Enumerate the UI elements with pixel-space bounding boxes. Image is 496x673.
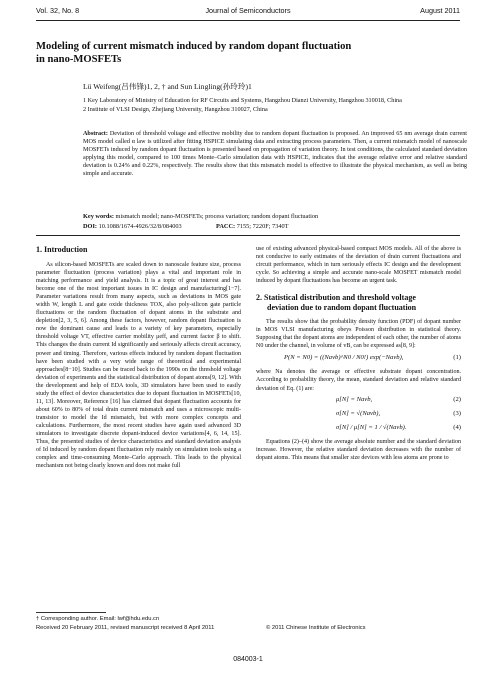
page-number: 084003-1 xyxy=(233,656,263,663)
footnote-rule xyxy=(36,612,106,613)
abstract-text: Deviation of threshold voltage and effective mobility due to random dopant fluctuation is proposed. An improved 65 nm average drain current MOS model called α law is utilized after fitting HSPICE simulating data and extracting process parameters. Then, a current mismatch model of nanoscale MOSFETs induced by random dopant fluctuation is presented based on propagation of variation theory. In test conditions, the calculated standard deviation applying this model, compared to 100 times Monte–Carlo simulation data with HSPICE, indicates that the average relative error and relative standard deviation is 0.24% and 0.22%, respectively. The results show that this mismatch model is effective to illustrate the physical mechanism, as well as being simple and accurate. xyxy=(83,131,467,178)
pacc-label: PACC: xyxy=(216,223,236,230)
equation-1: P(N = N0) = ((Navb)^N0 / N0!) exp(−Navb), (1) xyxy=(284,354,461,362)
corresponding-author: † Corresponding author. Email: lwf@hdu.edu.cn xyxy=(36,616,160,622)
right-paragraph-1: use of existing advanced physical-based compact MOS models. All of the above is not conducive to early estimates of the deviation of drain current fluctuations and circuit performance, which in turn seriously effects IC design and the development cycle. So achieving a simple and accurate nano-scale MOSFET mismatch model induced by dopant fluctuations has become an urgent task. xyxy=(256,246,461,285)
header-rule xyxy=(36,20,460,21)
right-paragraph-2: The results show that the probability density function (PDF) of dopant number in MOS VLSI manufacturing obeys Poisson distribution in statistical theory. Supposing that the dopant atoms are independent of each other, the number of atoms N0 under the channel, in volume of vB, can be expressed as[8, 9]: xyxy=(256,319,461,350)
doi-label: DOI: xyxy=(83,223,97,230)
copyright: © 2011 Chinese Institute of Electronics xyxy=(266,625,366,631)
left-column xyxy=(36,245,241,470)
section-1-heading: 1. Introduction xyxy=(36,245,88,254)
affiliation-2: 2 Institute of VLSI Design, Zhejiang University, Hangzhou 310027, China xyxy=(83,106,268,113)
abstract-label: Abstract: xyxy=(83,131,108,137)
section-rule xyxy=(36,235,460,236)
doi-line xyxy=(83,223,289,230)
equation-3: σ[N] = √(Navb), (3) xyxy=(336,409,461,417)
right-paragraph-4: Equations (2)–(4) show the average absolute number and the standard deviation increase. However, the relative standard deviation decreases with the number of dopant atoms. This means that smaller size devices with less atoms are prone to xyxy=(256,438,461,461)
keywords xyxy=(83,213,318,220)
paper-title xyxy=(36,41,466,66)
equation-2: μ[N] = Navb, (2) xyxy=(336,395,461,403)
section-2-heading-line-1: 2. Statistical distribution and threshold voltage xyxy=(256,293,416,303)
abstract xyxy=(83,130,467,179)
issue-date: August 2011 xyxy=(420,6,460,15)
affiliation-1: 1 Key Laboratory of Ministry of Education for RF Circuits and Systems, Hangzhou Dianzi University, Hangzhou 310018, China xyxy=(83,97,402,104)
volume-info: Vol. 32, No. 8 xyxy=(36,6,80,15)
keywords-text: mismatch model; nano-MOSFETs; process variation; random dopant fluctuation xyxy=(115,213,319,220)
running-header xyxy=(36,6,460,17)
title-line-1: Modeling of current mismatch induced by random dopant fluctuation xyxy=(36,41,352,52)
authors: Lü Weifeng(吕伟锋)1, 2, † and Sun Lingling(孙玲玲)1 xyxy=(83,82,252,91)
right-column xyxy=(256,245,461,462)
right-paragraph-3: where Na denotes the average or effective substrate dopant concentration. According to probability theory, the mean, standard deviation and relative standard deviation of Eq. (1) are: xyxy=(256,369,461,392)
received-line xyxy=(36,625,460,631)
journal-name: Journal of Semiconductors xyxy=(205,6,291,15)
received-dates: Received 20 February 2011, revised manuscript received 8 April 2011 xyxy=(36,625,215,631)
equation-4: σ[N] / μ[N] = 1 / √(Navb). (4) xyxy=(336,423,461,431)
doi-value: 10.1088/1674-4926/32/8/084003 xyxy=(98,223,182,230)
section-2-heading-line-2: deviation due to random dopant fluctuation xyxy=(267,303,417,313)
keywords-label: Key words: xyxy=(83,213,114,220)
intro-paragraph: As silicon-based MOSFETs are scaled down to nanoscale feature size, process parameter fluctuation (process variation) plays a vital and important role in matching performance and yield analysis. It is a topic of great interest and has become one of the most important issues in IC design and manufacturing[1−7]. Parameter variations result from many aspects, such as deviations in MOS gate width W, length L and gate oxide thickness TOX, also poly-silicon gate particle fluctuations or the random fluctuation of dopant atoms in the substrate and depletion[2, 3, 5, 6]. Among these factors, however, random dopant fluctuation is now the dominant cause and leads to a variety of key parameters, especially threshold voltage VT, effective carrier mobility μeff, and current factor β to shift. This changes the drain current Id significantly and seriously affects circuit accuracy, power and timing. Therefore, various effects induced by random dopant fluctuation have been studied with a very wide range of theoretical and experimental approaches[8−10]. Studies can be traced back to the 1990s on the threshold voltage deviation of experiments and the statistical distribution of dopant atoms[9, 12]. With the development and help of EDA tools, 3D simulators have been used to easily study the effect of device characteristics due to dopant fluctuation in MOSFETs[10, 11, 13]. Moreover, Reference [16] has claimed that dopant fluctuation accounts for about 60% to 80% of total drain current mismatch and uses a microscopic multi-transistor to model the Id mismatch, but with more complex concepts and calculations. Furthermore, the most recent studies have again used advanced 3D simulators to investigate discrete dopant-induced device variations[4, 6, 14, 15]. Thus, the presented studies of device characteristics and standard deviation analysis of Id induced by random dopant fluctuation rely mainly on simulation tools using a complex and time-consuming Monte–Carlo approach. This leads to the physical mechanism not being clearly known and does not make full xyxy=(36,262,241,470)
title-line-2: in nano-MOSFETs xyxy=(36,53,122,65)
pacc-value: 7155; 7220F; 7340T xyxy=(236,223,289,230)
